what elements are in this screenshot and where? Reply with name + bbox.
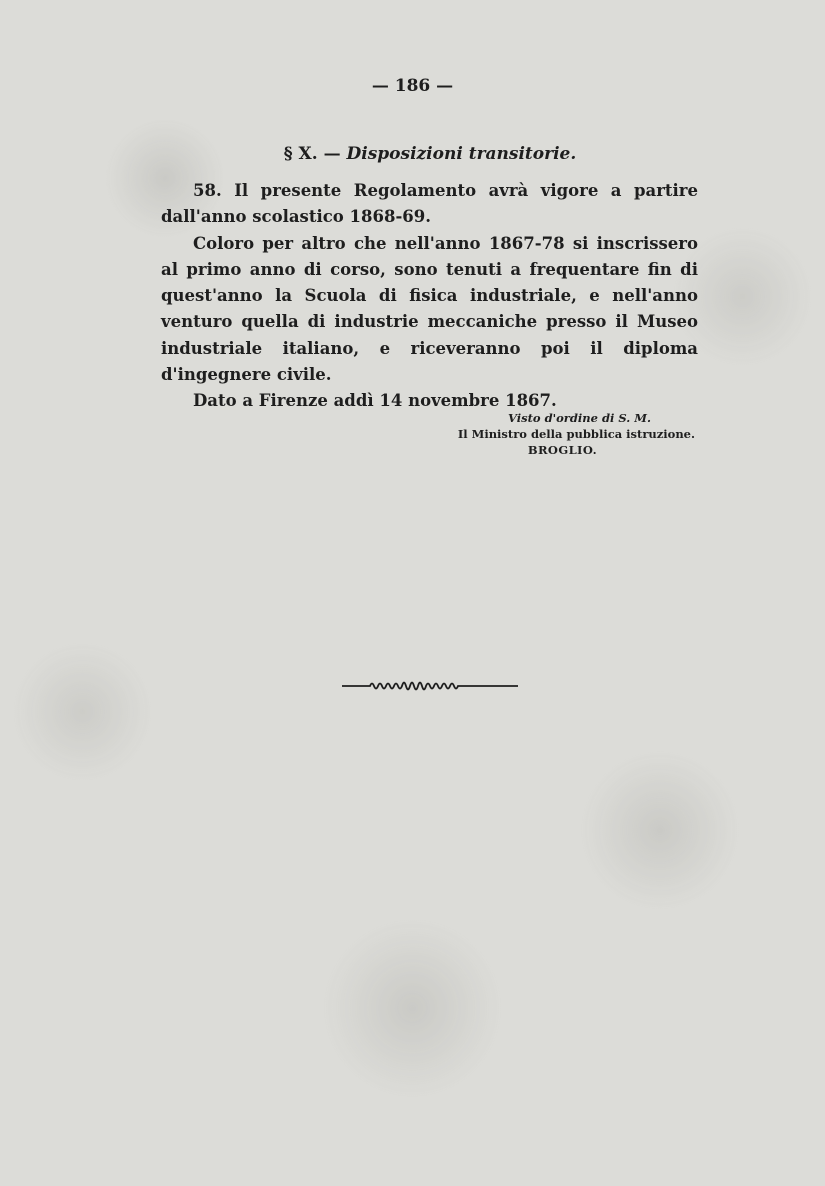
- signature-block: [440, 410, 695, 458]
- signature-role: Il Ministro della pubblica istruzione.: [457, 427, 695, 441]
- page-number: — 186 —: [371, 76, 454, 96]
- paragraph-date: Dato a Firenze addì 14 novembre 1867.: [193, 391, 557, 411]
- bleed-through-texture: [160, 112, 720, 139]
- signature-name: BROGLIO.: [527, 443, 597, 457]
- section-number: § X. —: [283, 144, 341, 164]
- signature-visto: Visto d'ordine di S. M.: [508, 411, 651, 425]
- body-text: [161, 178, 698, 415]
- section-title: Disposizioni transitorie.: [346, 144, 577, 164]
- paragraph-transitional: Coloro per altro che nell'anno 1867-78 si inscrissero al primo anno di corso, sono tenuti a frequentare fin di quest'anno la Scuola di fisica industriale, e nell'anno venturo quella di industrie meccaniche presso il Museo industriale italiano, e riceveranno poi il diploma d'ingegnere civile.: [161, 233, 698, 385]
- section-heading: [0, 144, 825, 164]
- paragraph-article-58: 58. Il presente Regolamento avrà vigore a partire dall'anno scolastico 1868-69.: [161, 181, 698, 227]
- closing-ornament-rule: [340, 676, 520, 696]
